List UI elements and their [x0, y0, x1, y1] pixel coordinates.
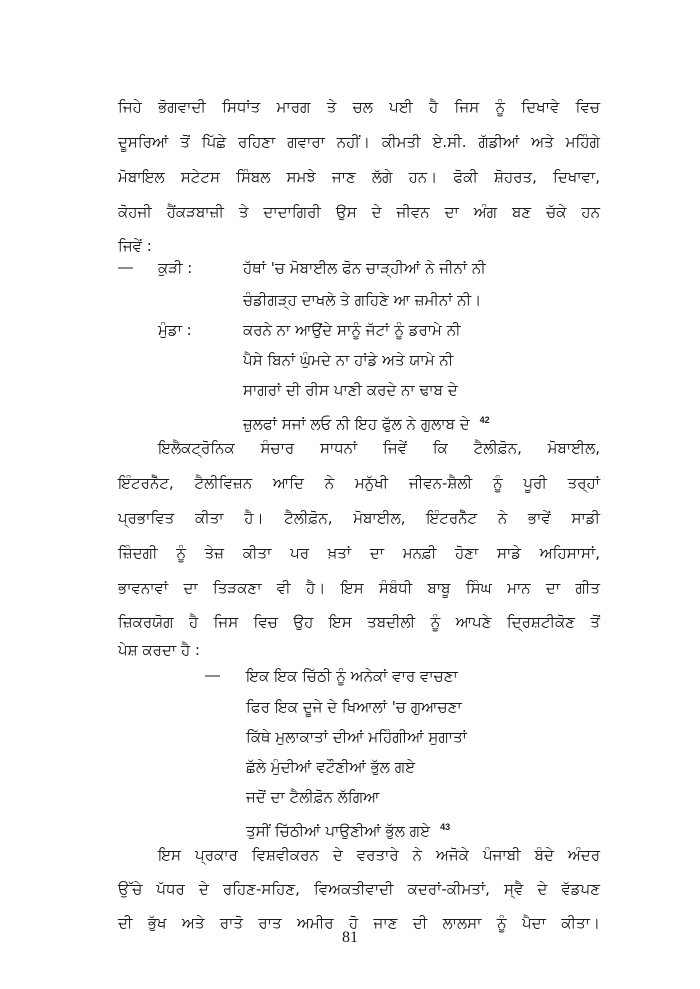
text-line: ਇਲੈਕਟ੍ਰੋਨਿਕ ਸੰਚਾਰ ਸਾਧਨਾਂ ਜਿਵੇਂ ਕਿ ਟੈਲੀਫ਼ੋਨ, ਮੋਬਾਈਲ,: [158, 439, 600, 457]
verse-line: [243, 410, 490, 434]
speaker-label-boy: ਮੁੰਡਾ :: [158, 321, 192, 339]
verse-line: ਇਕ ਇਕ ਚਿੱਠੀ ਨੂੰ ਅਨੇਕਾਂ ਵਾਰ ਵਾਚਣਾ: [246, 667, 458, 685]
text-line: ਮੋਬਾਇਲ ਸਟੇਟਸ ਸਿੰਬਲ ਸਮਝੇ ਜਾਣ ਲੱਗੇ ਹਨ। ਫੋਕੀ ਸ਼ੋਹਰਤ, ਦਿਖਾਵਾ,: [118, 168, 600, 186]
text-line: ਕੋਹਜੀ ਹੈਂਕੜਬਾਜ਼ੀ ਤੇ ਦਾਦਾਗਿਰੀ ਉਸ ਦੇ ਜੀਵਨ ਦਾ ਅੰਗ ਬਣ ਚੱਕੇ ਹਨ: [118, 203, 600, 221]
verse-line: ਜਦੋਂ ਦਾ ਟੈਲੀਫ਼ੋਨ ਲੱਗਿਆ: [246, 788, 380, 806]
text-line: ਉੱਚੇ ਪੱਧਰ ਦੇ ਰਹਿਣ-ਸਹਿਣ, ਵਿਅਕਤੀਵਾਦੀ ਕਦਰਾਂ-ਕੀਮਤਾਂ, ਸ੍ਵੈ ਦੇ ਵੱਡਪਣ: [118, 880, 600, 898]
text-line: ਜਿਵੇਂ :: [118, 237, 152, 255]
text-line: ਜ਼ਿੰਦਗੀ ਨੂੰ ਤੇਜ਼ ਕੀਤਾ ਪਰ ਖ਼ਤਾਂ ਦਾ ਮਨਫ਼ੀ ਹੋਣਾ ਸਾਡੇ ਅਹਿਸਾਸਾਂ,: [118, 544, 600, 562]
verse-line: ਕਿੱਥੇ ਮੁਲਾਕਾਤਾਂ ਦੀਆਂ ਮਹਿੰਗੀਆਂ ਸੁਗਾਤਾਂ: [246, 728, 467, 746]
verse-line: ਫਿਰ ਇਕ ਦੂਜੇ ਦੇ ਖਿਆਲਾਂ 'ਚ ਗੁਆਚਣਾ: [246, 698, 462, 716]
text-line: ਦੂਸਰਿਆਂ ਤੋਂ ਪਿੱਛੇ ਰਹਿਣਾ ਗਵਾਰਾ ਨਹੀਂ। ਕੀਮਤੀ ਏ.ਸੀ. ਗੱਡੀਆਂ ਅਤੇ ਮਹਿੰਗੇ: [118, 133, 600, 151]
text-line: ਦੀ ਭੁੱਖ ਅਤੇ ਰਾਤੋ ਰਾਤ ਅਮੀਰ ਹੋ ਜਾਣ ਦੀ ਲਾਲਸਾ ਨੂੰ ਪੈਦਾ ਕੀਤਾ।: [118, 914, 600, 932]
text-line: ਇੰਟਰਨੈੱਟ, ਟੈਲੀਵਿਜ਼ਨ ਆਦਿ ਨੇ ਮਨੁੱਖੀ ਜੀਵਨ-ਸ਼ੈਲੀ ਨੂੰ ਪੂਰੀ ਤਰ੍ਹਾਂ: [118, 474, 600, 492]
page-number: 81: [342, 929, 358, 946]
verse-line: [246, 817, 450, 841]
verse-line: ਕਰਨੇ ਨਾ ਆਉਂਦੇ ਸਾਨੂੰ ਜੱਟਾਂ ਨੂੰ ਡਰਾਮੇ ਨੀ: [243, 321, 461, 339]
text-line: ਜਿਹੇ ਭੋਗਵਾਦੀ ਸਿਧਾਂਤ ਮਾਰਗ ਤੇ ਚਲ ਪਈ ਹੈ ਜਿਸ ਨੂੰ ਦਿਖਾਵੇ ਵਿਚ: [118, 98, 600, 116]
text-line: ਭਾਵਨਾਵਾਂ ਦਾ ਤਿੜਕਣਾ ਵੀ ਹੈ। ਇਸ ਸੰਬੰਧੀ ਬਾਬੂ ਸਿੰਘ ਮਾਨ ਦਾ ਗੀਤ: [118, 579, 600, 597]
verse-line-text: ਤੁਸੀਂ ਚਿੱਠੀਆਂ ਪਾਉਣੀਆਂ ਭੁੱਲ ਗਏ: [246, 822, 431, 840]
text-line: ਇਸ ਪ੍ਰਕਾਰ ਵਿਸ਼ਵੀਕਰਨ ਦੇ ਵਰਤਾਰੇ ਨੇ ਅਜੋਕੇ ਪੰਜਾਬੀ ਬੰਦੇ ਅੰਦਰ: [158, 846, 600, 864]
speaker-label-girl: ਕੁੜੀ :: [158, 259, 193, 277]
em-dash: —: [118, 259, 133, 276]
verse-line: ਚੰਡੀਗੜ੍ਹ ਦਾਖਲੇ ਤੇ ਗਹਿਣੇ ਆ ਜ਼ਮੀਨਾਂ ਨੀ।: [243, 291, 482, 309]
text-line: ਜ਼ਿਕਰਯੋਗ ਹੈ ਜਿਸ ਵਿਚ ਉਹ ਇਸ ਤਬਦੀਲੀ ਨੂੰ ਆਪਣੇ ਦ੍ਰਿਸ਼ਟੀਕੋਣ ਤੋਂ: [118, 613, 600, 631]
verse-line: ਹੱਥਾਂ 'ਚ ਮੋਬਾਈਲ ਫੋਨ ਚਾੜ੍ਹੀਆਂ ਨੇ ਜੀਨਾਂ ਨੀ: [243, 259, 486, 277]
text-line: ਪੇਸ਼ ਕਰਦਾ ਹੈ :: [118, 641, 200, 659]
text-line: ਪ੍ਰਭਾਵਿਤ ਕੀਤਾ ਹੈ। ਟੈਲੀਫ਼ੋਨ, ਮੋਬਾਈਲ, ਇੰਟਰਨੈੱਟ ਨੇ ਭਾਵੇਂ ਸਾਡੀ: [118, 509, 600, 527]
verse-line: ਛੱਲੇ ਮੁੰਦੀਆਂ ਵਟੌਣੀਆਂ ਭੁੱਲ ਗਏ: [246, 758, 416, 776]
footnote-marker-42: 42: [479, 415, 490, 425]
em-dash: —: [205, 667, 220, 684]
verse-line: ਪੈਸੇ ਬਿਨਾਂ ਘੁੰਮਦੇ ਨਾ ਹਾਂਡੇ ਅਤੇ ਯਾਮੇ ਨੀ: [243, 351, 454, 369]
verse-line: ਸਾਗਰਾਂ ਦੀ ਰੀਸ ਪਾਣੀ ਕਰਦੇ ਨਾ ਢਾਬ ਦੇ: [243, 381, 458, 399]
footnote-marker-43: 43: [440, 822, 451, 832]
verse-line-text: ਜ਼ੁਲਫਾਂ ਸਜਾਂ ਲਓ ਨੀ ਇਹ ਫੁੱਲ ਨੇ ਗੁਲਾਬ ਦੇ: [243, 415, 470, 433]
